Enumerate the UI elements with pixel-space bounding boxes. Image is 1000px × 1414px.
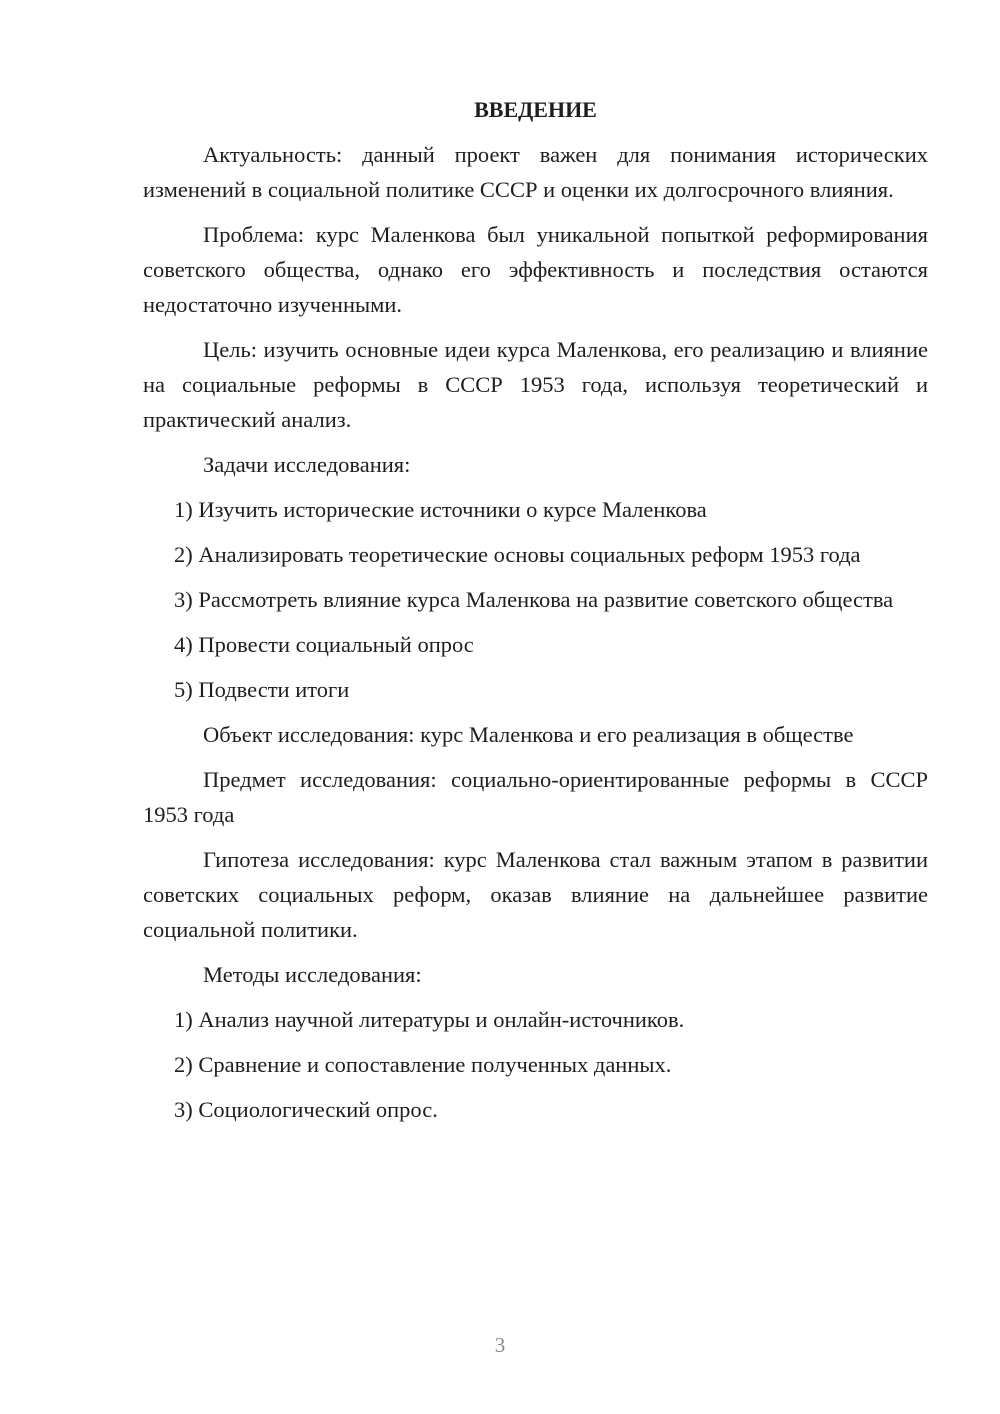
task-item: 4) Провести социальный опрос: [174, 632, 474, 657]
document-page: [143, 92, 928, 1137]
page-number: 3: [494, 1333, 506, 1357]
task-item: 3) Рассмотреть влияние курса Маленкова на развитие советского общества: [174, 587, 894, 612]
hypothesis-paragraph: Гипотеза исследования: курс Маленкова стал важным этапом в развитии советских социальных реформ, оказав влияние на дальнейшее развитие социальной политики.: [143, 847, 928, 942]
tasks-heading: Задачи исследования:: [203, 452, 411, 477]
problem-paragraph: Проблема: курс Маленкова был уникальной попыткой реформирования советского общества, однако его эффективность и последствия остаются недостаточно изученными.: [143, 222, 928, 317]
subject-paragraph: Предмет исследования: социально-ориентированные реформы в СССР 1953 года: [143, 767, 928, 827]
object-paragraph: Объект исследования: курс Маленкова и его реализация в обществе: [203, 722, 854, 747]
task-item: 2) Анализировать теоретические основы социальных реформ 1953 года: [174, 542, 861, 567]
method-item: 1) Анализ научной литературы и онлайн-источников.: [174, 1007, 685, 1032]
relevance-paragraph: Актуальность: данный проект важен для понимания исторических изменений в социальной политике СССР и оценки их долгосрочного влияния.: [143, 142, 928, 202]
task-item: 1) Изучить исторические источники о курсе Маленкова: [174, 497, 707, 522]
method-item: 2) Сравнение и сопоставление полученных данных.: [174, 1052, 672, 1077]
methods-heading: Методы исследования:: [203, 962, 422, 987]
method-item: 3) Социологический опрос.: [174, 1097, 438, 1122]
section-title: ВВЕДЕНИЕ: [474, 97, 597, 122]
goal-paragraph: Цель: изучить основные идеи курса Маленкова, его реализацию и влияние на социальные реформы в СССР 1953 года, используя теоретический и практический анализ.: [143, 337, 928, 432]
task-item: 5) Подвести итоги: [174, 677, 350, 702]
